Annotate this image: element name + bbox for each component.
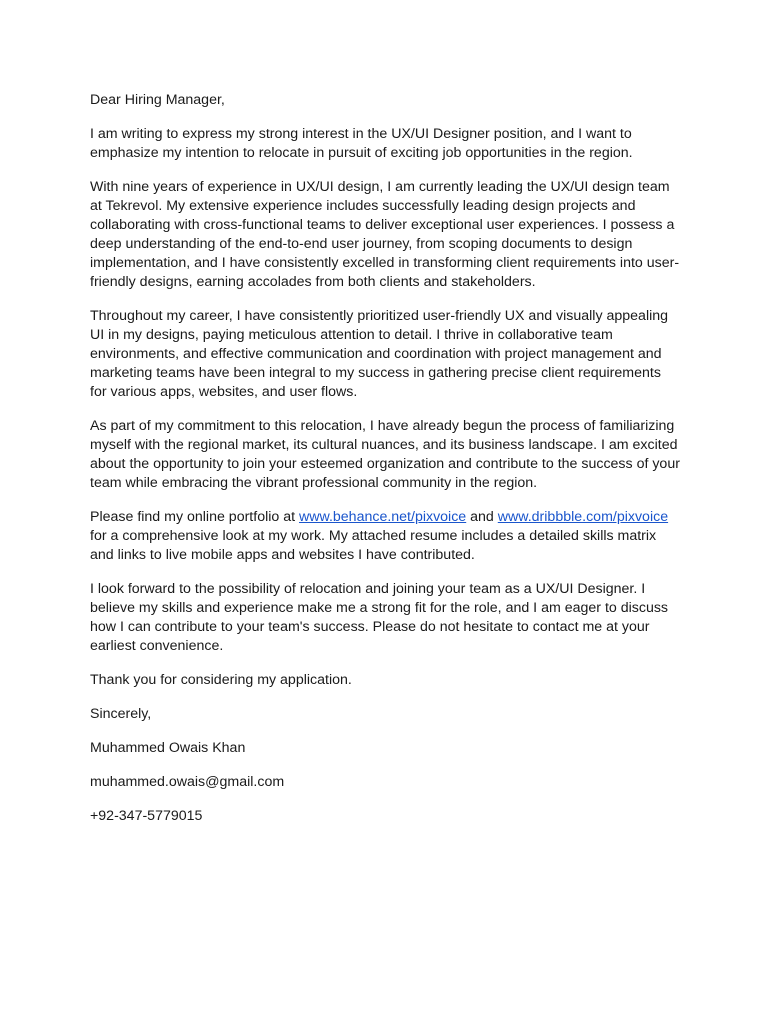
paragraph-portfolio [90, 508, 680, 565]
paragraph-intro: I am writing to express my strong interest in the UX/UI Designer position, and I want to emphasize my intention to relocate in pursuit of exciting job opportunities in the region. [90, 126, 633, 161]
dribbble-link[interactable]: www.dribbble.com/pixvoice [497, 509, 669, 525]
behance-link[interactable]: www.behance.net/pixvoice [299, 509, 467, 525]
thanks-line: Thank you for considering my application. [90, 672, 352, 688]
paragraph-experience: With nine years of experience in UX/UI design, I am currently leading the UX/UI design team at Tekrevol. My extensive experience includes successfully leading design projects and collaborating with cross-functional teams to deliver exceptional user experiences. I possess a deep understanding of the end-to-end user journey, from scoping documents to design implementation, and I have consistently excelled in transforming client requirements into user-friendly designs, earning accolades from both clients and stakeholders. [90, 179, 680, 290]
portfolio-text-between: and [466, 509, 498, 525]
paragraph-closing: I look forward to the possibility of relocation and joining your team as a UX/UI Designer. I believe my skills and experience make me a strong fit for the role, and I am eager to discuss how I can contribute to your team's success. Please do not hesitate to contact me at your earliest convenience. [90, 581, 669, 654]
paragraph-career: Throughout my career, I have consistently prioritized user-friendly UX and visually appealing UI in my designs, paying meticulous attention to detail. I thrive in collaborative team environments, and effective communication and coordination with project management and marketing teams have been integral to my success in gathering precise client requirements for various apps, websites, and user flows. [90, 308, 669, 400]
paragraph-relocation: As part of my commitment to this relocation, I have already begun the process of familiarizing myself with the regional market, its cultural nuances, and its business landscape. I am excited about the opportunity to join your esteemed organization and contribute to the success of your team while embracing the vibrant professional community in the region. [90, 418, 680, 491]
sender-name: Muhammed Owais Khan [90, 740, 246, 756]
portfolio-text-after: for a comprehensive look at my work. My attached resume includes a detailed skills matrix and links to live mobile apps and websites I have contributed. [90, 528, 657, 563]
cover-letter [90, 91, 680, 841]
sender-phone: +92-347-5779015 [90, 808, 203, 824]
greeting: Dear Hiring Manager, [90, 92, 225, 108]
sign-off: Sincerely, [90, 706, 152, 722]
sender-email: muhammed.owais@gmail.com [90, 774, 285, 790]
portfolio-text-before: Please find my online portfolio at [90, 509, 299, 525]
